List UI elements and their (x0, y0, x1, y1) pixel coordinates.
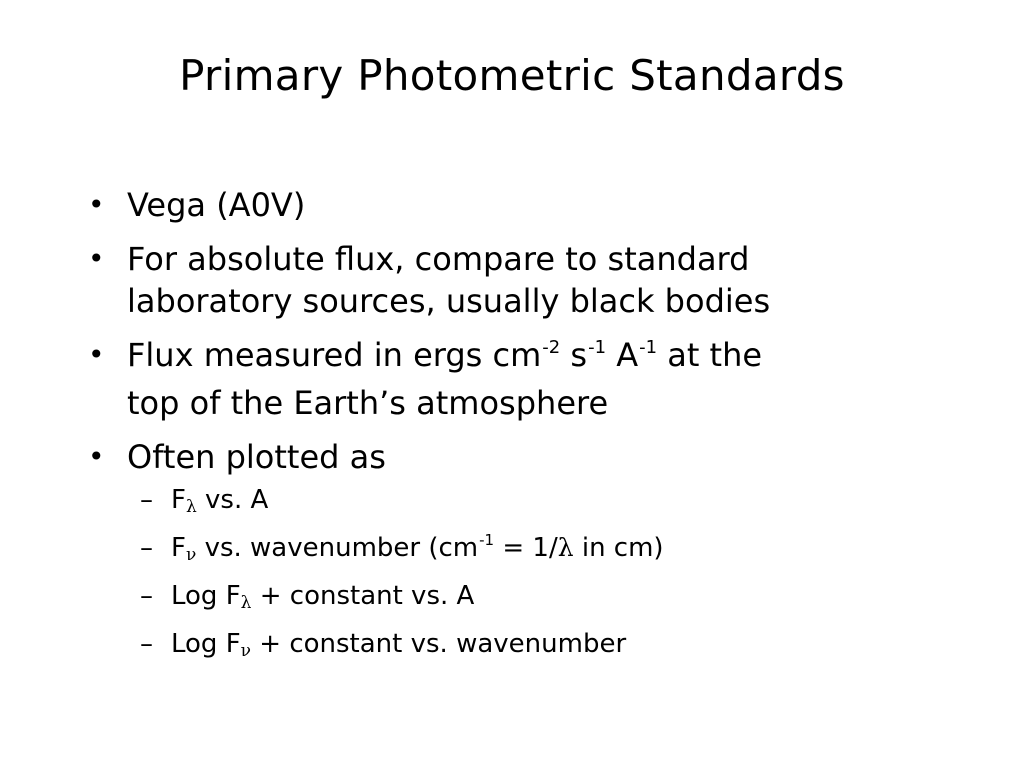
text-run: A (606, 336, 639, 374)
slide-title: Primary Photometric Standards (179, 51, 845, 100)
text-run: vs. A (196, 485, 269, 515)
bullet-marker: • (88, 242, 105, 275)
bullet-text: Vega (A0V) (127, 186, 306, 224)
sub-bullet-item (86, 530, 986, 569)
bullet-marker: • (88, 440, 105, 473)
lambda-subscript: λ (185, 497, 197, 517)
bullet-text (127, 334, 986, 382)
sub-bullet-marker: – (140, 485, 153, 515)
bullet-text: Often plotted as (127, 438, 386, 476)
nu-subscript: ν (240, 641, 252, 661)
text-run: = 1/ (494, 533, 558, 563)
bullet-marker: • (88, 338, 105, 371)
text-run: + constant vs. A (251, 581, 475, 611)
sub-bullet-marker: – (140, 581, 153, 611)
bullet-item (86, 184, 986, 226)
sub-bullet-item (86, 578, 986, 617)
sub-bullet-item (86, 626, 986, 665)
text-run: Log F (171, 581, 241, 611)
bullet-text: For absolute flux, compare to standard (127, 240, 750, 278)
bullet-item (86, 436, 986, 478)
text-run: Flux measured in ergs cm (127, 336, 542, 374)
text-run: F (171, 485, 186, 515)
text-run: s (560, 336, 588, 374)
slide-body (86, 184, 986, 674)
bullet-marker: • (88, 188, 105, 221)
text-run: vs. wavenumber (cm (196, 533, 479, 563)
superscript: -1 (479, 531, 495, 549)
text-run: Log F (171, 629, 241, 659)
bullet-item (86, 238, 986, 322)
superscript: -1 (588, 337, 607, 358)
superscript: -1 (639, 337, 658, 358)
text-run: at the (657, 336, 763, 374)
sub-bullet-marker: – (140, 533, 153, 563)
sub-bullet-item (86, 482, 986, 521)
sub-bullet-marker: – (140, 629, 153, 659)
superscript: -2 (542, 337, 561, 358)
text-run: in cm) (573, 533, 664, 563)
text-run: F (171, 533, 186, 563)
bullet-text-continuation: top of the Earth’s atmosphere (127, 384, 609, 422)
lambda-subscript: λ (240, 593, 252, 613)
text-run: + constant vs. wavenumber (251, 629, 627, 659)
bullet-item (86, 334, 986, 424)
bullet-text-continuation: laboratory sources, usually black bodies (127, 282, 771, 320)
lambda-symbol: λ (557, 533, 574, 562)
nu-subscript: ν (185, 545, 197, 565)
